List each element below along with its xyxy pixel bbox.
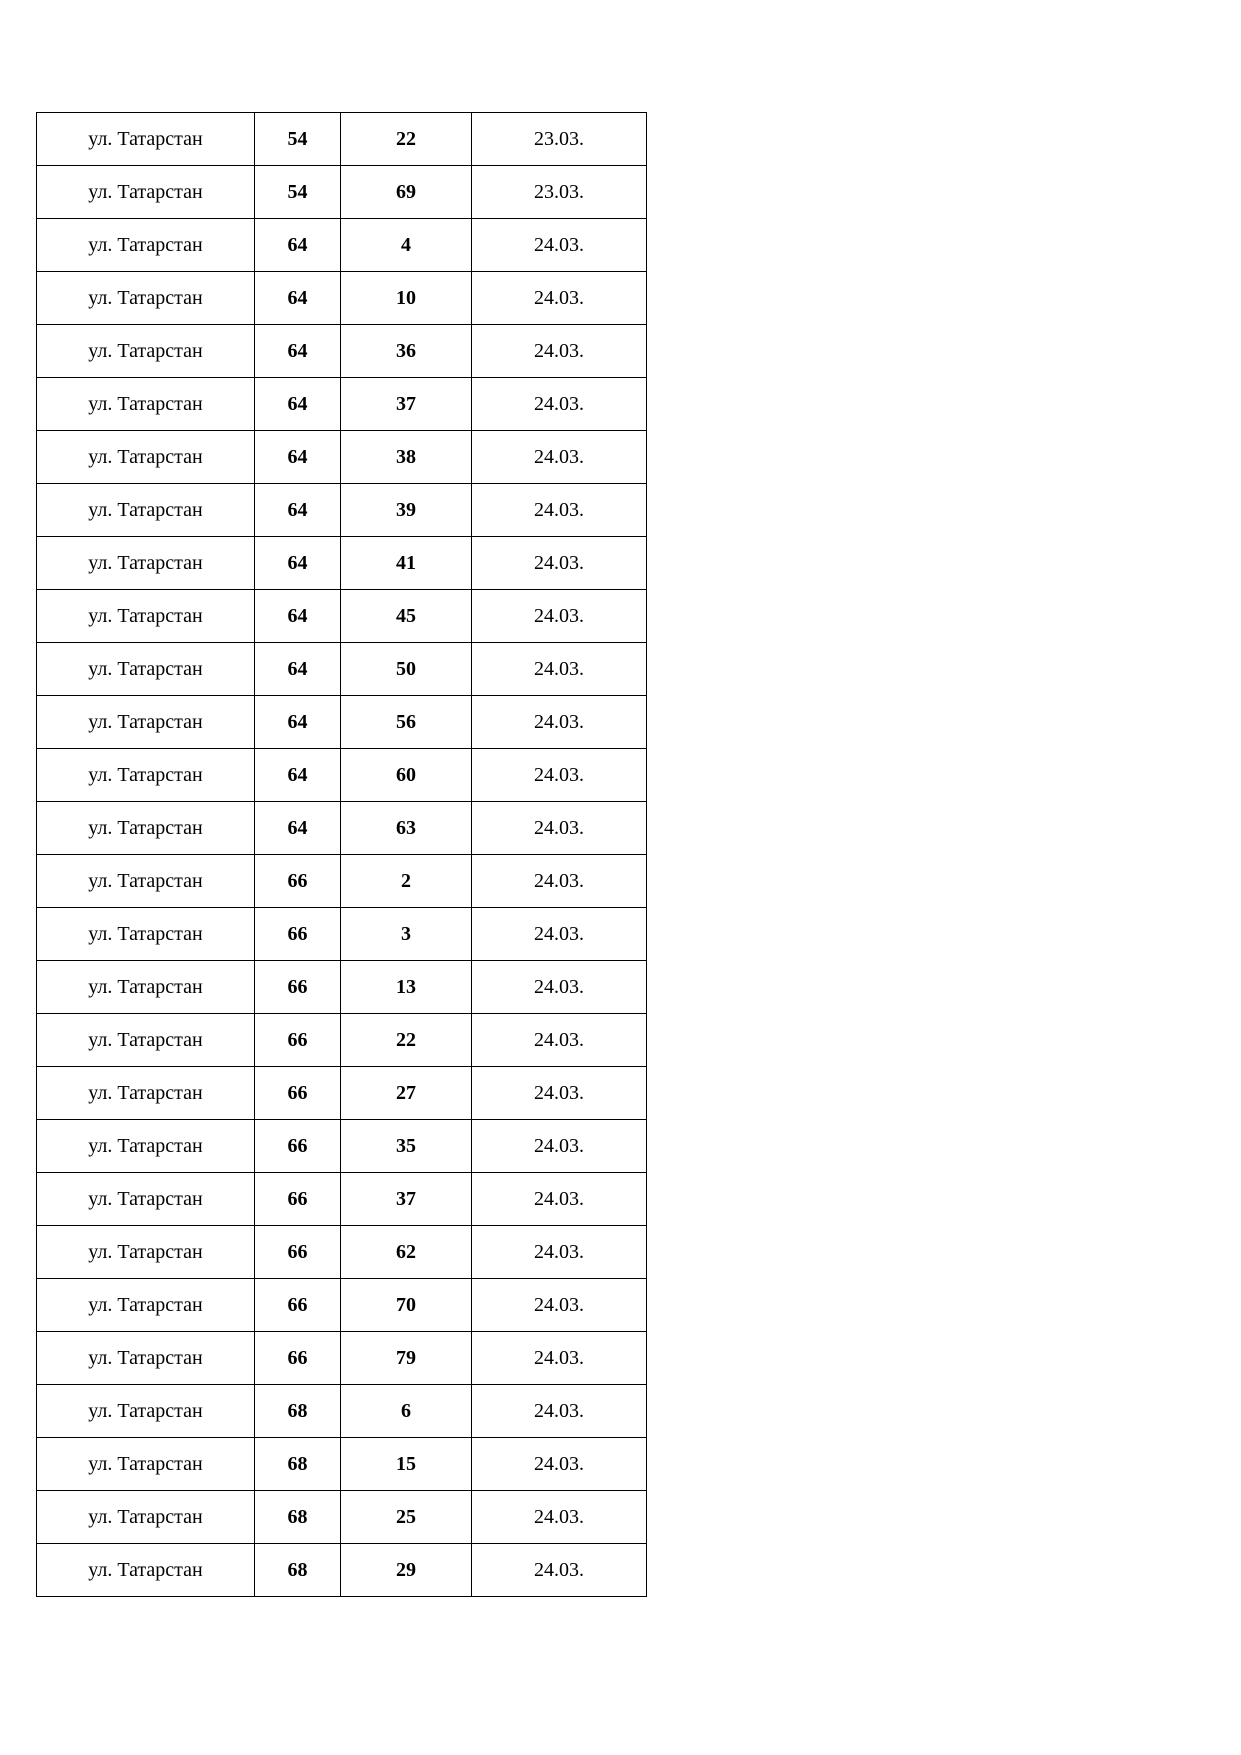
street-cell: ул. Татарстан <box>37 961 255 1014</box>
date-cell: 23.03. <box>472 166 647 219</box>
house-number-cell: 66 <box>255 1014 341 1067</box>
table-row <box>37 1544 647 1597</box>
house-number-cell: 66 <box>255 1279 341 1332</box>
house-number-cell: 64 <box>255 537 341 590</box>
date-cell: 24.03. <box>472 325 647 378</box>
apartment-number-cell: 25 <box>341 1491 472 1544</box>
table-row <box>37 1332 647 1385</box>
house-number-cell: 66 <box>255 855 341 908</box>
street-cell: ул. Татарстан <box>37 1438 255 1491</box>
apartment-number-cell: 38 <box>341 431 472 484</box>
date-cell: 24.03. <box>472 378 647 431</box>
table-row <box>37 431 647 484</box>
date-cell: 24.03. <box>472 961 647 1014</box>
apartment-number-cell: 22 <box>341 1014 472 1067</box>
street-cell: ул. Татарстан <box>37 802 255 855</box>
apartment-number-cell: 22 <box>341 113 472 166</box>
house-number-cell: 66 <box>255 961 341 1014</box>
table-row <box>37 908 647 961</box>
apartment-number-cell: 4 <box>341 219 472 272</box>
date-cell: 24.03. <box>472 1067 647 1120</box>
table-row <box>37 537 647 590</box>
apartment-number-cell: 13 <box>341 961 472 1014</box>
table-row <box>37 378 647 431</box>
date-cell: 24.03. <box>472 1385 647 1438</box>
apartment-number-cell: 27 <box>341 1067 472 1120</box>
apartment-number-cell: 6 <box>341 1385 472 1438</box>
street-cell: ул. Татарстан <box>37 1332 255 1385</box>
street-cell: ул. Татарстан <box>37 749 255 802</box>
house-number-cell: 54 <box>255 113 341 166</box>
date-cell: 24.03. <box>472 1544 647 1597</box>
house-number-cell: 68 <box>255 1491 341 1544</box>
house-number-cell: 68 <box>255 1385 341 1438</box>
apartment-number-cell: 2 <box>341 855 472 908</box>
street-cell: ул. Татарстан <box>37 166 255 219</box>
table-row <box>37 219 647 272</box>
table-row <box>37 643 647 696</box>
date-cell: 24.03. <box>472 219 647 272</box>
table-row <box>37 1173 647 1226</box>
apartment-number-cell: 35 <box>341 1120 472 1173</box>
street-cell: ул. Татарстан <box>37 855 255 908</box>
date-cell: 24.03. <box>472 802 647 855</box>
street-cell: ул. Татарстан <box>37 537 255 590</box>
address-table <box>36 112 647 1597</box>
apartment-number-cell: 69 <box>341 166 472 219</box>
house-number-cell: 66 <box>255 1173 341 1226</box>
street-cell: ул. Татарстан <box>37 219 255 272</box>
house-number-cell: 66 <box>255 908 341 961</box>
apartment-number-cell: 60 <box>341 749 472 802</box>
date-cell: 24.03. <box>472 272 647 325</box>
table-row <box>37 166 647 219</box>
date-cell: 23.03. <box>472 113 647 166</box>
date-cell: 24.03. <box>472 1173 647 1226</box>
street-cell: ул. Татарстан <box>37 1226 255 1279</box>
table-row <box>37 484 647 537</box>
table-row <box>37 961 647 1014</box>
date-cell: 24.03. <box>472 1332 647 1385</box>
house-number-cell: 64 <box>255 325 341 378</box>
apartment-number-cell: 50 <box>341 643 472 696</box>
date-cell: 24.03. <box>472 537 647 590</box>
date-cell: 24.03. <box>472 1491 647 1544</box>
table-row <box>37 1014 647 1067</box>
date-cell: 24.03. <box>472 908 647 961</box>
street-cell: ул. Татарстан <box>37 1173 255 1226</box>
table-row <box>37 855 647 908</box>
apartment-number-cell: 39 <box>341 484 472 537</box>
street-cell: ул. Татарстан <box>37 378 255 431</box>
street-cell: ул. Татарстан <box>37 484 255 537</box>
house-number-cell: 64 <box>255 590 341 643</box>
table-row <box>37 1279 647 1332</box>
table-row <box>37 1226 647 1279</box>
house-number-cell: 64 <box>255 272 341 325</box>
house-number-cell: 66 <box>255 1332 341 1385</box>
street-cell: ул. Татарстан <box>37 272 255 325</box>
house-number-cell: 68 <box>255 1544 341 1597</box>
street-cell: ул. Татарстан <box>37 1544 255 1597</box>
table-row <box>37 272 647 325</box>
apartment-number-cell: 37 <box>341 378 472 431</box>
apartment-number-cell: 36 <box>341 325 472 378</box>
street-cell: ул. Татарстан <box>37 643 255 696</box>
date-cell: 24.03. <box>472 1438 647 1491</box>
street-cell: ул. Татарстан <box>37 1120 255 1173</box>
house-number-cell: 66 <box>255 1067 341 1120</box>
table-row <box>37 1491 647 1544</box>
apartment-number-cell: 37 <box>341 1173 472 1226</box>
apartment-number-cell: 10 <box>341 272 472 325</box>
apartment-number-cell: 29 <box>341 1544 472 1597</box>
apartment-number-cell: 15 <box>341 1438 472 1491</box>
house-number-cell: 64 <box>255 802 341 855</box>
table-row <box>37 1385 647 1438</box>
house-number-cell: 68 <box>255 1438 341 1491</box>
house-number-cell: 64 <box>255 219 341 272</box>
date-cell: 24.03. <box>472 1279 647 1332</box>
table-row <box>37 1067 647 1120</box>
address-table-body <box>37 113 647 1597</box>
apartment-number-cell: 56 <box>341 696 472 749</box>
apartment-number-cell: 62 <box>341 1226 472 1279</box>
house-number-cell: 64 <box>255 431 341 484</box>
apartment-number-cell: 63 <box>341 802 472 855</box>
date-cell: 24.03. <box>472 855 647 908</box>
street-cell: ул. Татарстан <box>37 1279 255 1332</box>
apartment-number-cell: 79 <box>341 1332 472 1385</box>
apartment-number-cell: 3 <box>341 908 472 961</box>
date-cell: 24.03. <box>472 431 647 484</box>
table-row <box>37 325 647 378</box>
street-cell: ул. Татарстан <box>37 1014 255 1067</box>
table-row <box>37 749 647 802</box>
street-cell: ул. Татарстан <box>37 908 255 961</box>
apartment-number-cell: 70 <box>341 1279 472 1332</box>
street-cell: ул. Татарстан <box>37 1067 255 1120</box>
street-cell: ул. Татарстан <box>37 1385 255 1438</box>
apartment-number-cell: 45 <box>341 590 472 643</box>
street-cell: ул. Татарстан <box>37 113 255 166</box>
date-cell: 24.03. <box>472 484 647 537</box>
house-number-cell: 66 <box>255 1226 341 1279</box>
apartment-number-cell: 41 <box>341 537 472 590</box>
table-row <box>37 113 647 166</box>
date-cell: 24.03. <box>472 1226 647 1279</box>
street-cell: ул. Татарстан <box>37 696 255 749</box>
date-cell: 24.03. <box>472 590 647 643</box>
table-row <box>37 590 647 643</box>
street-cell: ул. Татарстан <box>37 590 255 643</box>
house-number-cell: 64 <box>255 484 341 537</box>
street-cell: ул. Татарстан <box>37 1491 255 1544</box>
house-number-cell: 64 <box>255 378 341 431</box>
table-row <box>37 802 647 855</box>
table-row <box>37 1120 647 1173</box>
house-number-cell: 64 <box>255 696 341 749</box>
table-row <box>37 1438 647 1491</box>
house-number-cell: 54 <box>255 166 341 219</box>
street-cell: ул. Татарстан <box>37 431 255 484</box>
date-cell: 24.03. <box>472 1120 647 1173</box>
date-cell: 24.03. <box>472 1014 647 1067</box>
street-cell: ул. Татарстан <box>37 325 255 378</box>
date-cell: 24.03. <box>472 643 647 696</box>
house-number-cell: 64 <box>255 749 341 802</box>
table-row <box>37 696 647 749</box>
house-number-cell: 66 <box>255 1120 341 1173</box>
date-cell: 24.03. <box>472 696 647 749</box>
house-number-cell: 64 <box>255 643 341 696</box>
date-cell: 24.03. <box>472 749 647 802</box>
